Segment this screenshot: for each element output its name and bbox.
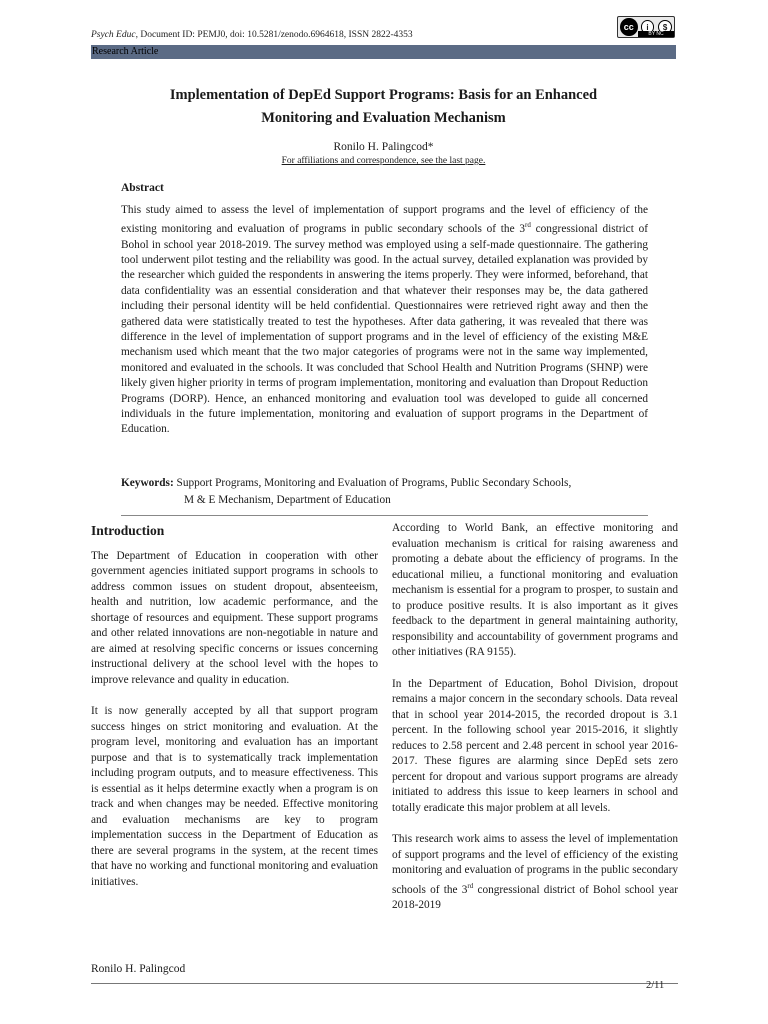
intro-p5-text-2: congressional district of Bohol school year 2018-2019 [392,883,678,911]
cc-icon: cc [620,18,638,36]
right-column [392,521,678,929]
footer-author: Ronilo H. Palingcod [91,963,186,975]
journal-header [91,30,413,40]
abstract-superscript: rd [525,221,531,230]
license-labels: BY NC [638,31,674,37]
creative-commons-badge[interactable] [617,16,675,38]
intro-paragraph-5 [392,832,678,913]
journal-name: Psych Educ [91,30,136,40]
journal-meta: , Document ID: PEMJ0, doi: 10.5281/zenodo.6964618, ISSN 2822-4353 [135,30,413,40]
page-number: 2/11 [646,980,665,991]
intro-paragraph-3: According to World Bank, an effective monitoring and evaluation mechanism is critical for raising awareness and promoting a debate about the efficiency of programs. In the educational milieu, a functional monitoring and evaluation mechanism is essential for a program to prosper, to sustain and to produce positive results. It is also important as it gives feedback to the department in general maintaining authority, responsibility and accountability of government programs and other initiatives (RA 9155). [392,522,678,658]
keywords-label: Keywords: [121,477,174,489]
abstract-divider [121,515,648,516]
keywords-line-1: Support Programs, Monitoring and Evaluation of Programs, Public Secondary Schools, [173,477,572,489]
abstract-heading: Abstract [121,182,164,194]
paper-title [91,84,676,130]
keywords [121,475,648,509]
section-banner: Research Article [91,45,676,59]
author-name: Ronilo H. Palingcod* [333,141,434,153]
noncommercial-icon: $ [658,20,672,34]
abstract-text-1: This study aimed to assess the level of implementation of support programs and the level of efficiency of the existing monitoring and evaluation of programs in public secondary schools of the 3 [121,204,648,236]
abstract-text-2: congressional district of Bohol in school year 2018-2019. The survey method was employed using a self-made questionnaire. The gathering tool underwent pilot testing and the reliability was good. In the actual survey, detailed explanation was provided by the researcher which guided the respondents in answering the items properly. They were informed, beforehand, that data confidentiality was an essential consideration and that whatever their responses may be, the data gathered including their personal identity will be held confidential. Questionnaires were retrieved right away and then the gathered data were statistically treated to test the hypotheses. After data gathering, it was revealed that there was difference in the level of implementation of support programs and in the level of efficiency of the existing M&E mechanism used which meant that the two major categories of programs were not in the same way implemented, monitored and evaluated in the schools. It was concluded that School Health and Nutrition Programs (SHNP) were likely given higher priority in terms of program implementation, monitoring and evaluation than Dropout Reduction Programs (DORP). Hence, an enhanced monitoring and evaluation tool was developed to guide all concerned individuals in the future implementation, monitoring and evaluation of support programs in the Department of Education. [121,223,648,436]
intro-paragraph-2: It is now generally accepted by all that support program success hinges on strict monitoring and evaluation. At the program level, monitoring and evaluation has an important purpose and that is to systematically track implementation including program outputs, and to measure effectiveness. This is essential as it helps determine exactly when a program is on track and when changes may be needed. Effective monitoring and evaluation mechanisms are key to program implementation success in the Department of Education as there are several programs in the system, at the recent times that have no working and functional monitoring and evaluation initiatives. [91,705,378,888]
footer-divider [91,983,678,984]
attribution-icon: i [641,20,655,34]
affiliation-link[interactable]: For affiliations and correspondence, see the last page. [281,156,486,166]
intro-p5-text-1: This research work aims to assess the level of implementation of support programs and the level of efficiency of the existing monitoring and evaluation of programs in the public secondary schools of the 3 [392,833,678,896]
title-line-2: Monitoring and Evaluation Mechanism [261,110,506,126]
title-line-1: Implementation of DepEd Support Programs: Basis for an Enhanced [169,87,598,103]
intro-paragraph-1: The Department of Education in cooperation with other government agencies initiated support programs in schools to address common issues on student dropout, absenteeism, health and nutrition, low academic performance, and the shortage of resources and equipment. These support programs and other related innovations are non-negotiable in nature and are aimed at resolving specific concerns or issues concerning instructional delivery at the school level with the hopes to improve relevance and quality in education. [91,549,378,686]
keywords-line-2: M & E Mechanism, Department of Education [184,494,391,506]
introduction-heading: Introduction [91,523,165,538]
affiliation-note [91,156,676,166]
intro-p5-superscript: rd [467,881,474,890]
left-column [91,521,378,906]
intro-paragraph-4: In the Department of Education, Bohol Division, dropout remains a major concern in the secondary schools. Data reveal that in school year 2014-2015, the recorded dropout is 3.1 percent. In the following school year 2015-2016, it slightly reduces to 2.58 percent and 2.48 percent in school year 2016-2017. These figures are alarming since DepEd sets zero percent for dropout and various support programs are already initiated to address this issue to keep learners in school and totally eradicate this major problem at all levels. [392,677,678,814]
abstract-body [121,203,648,438]
